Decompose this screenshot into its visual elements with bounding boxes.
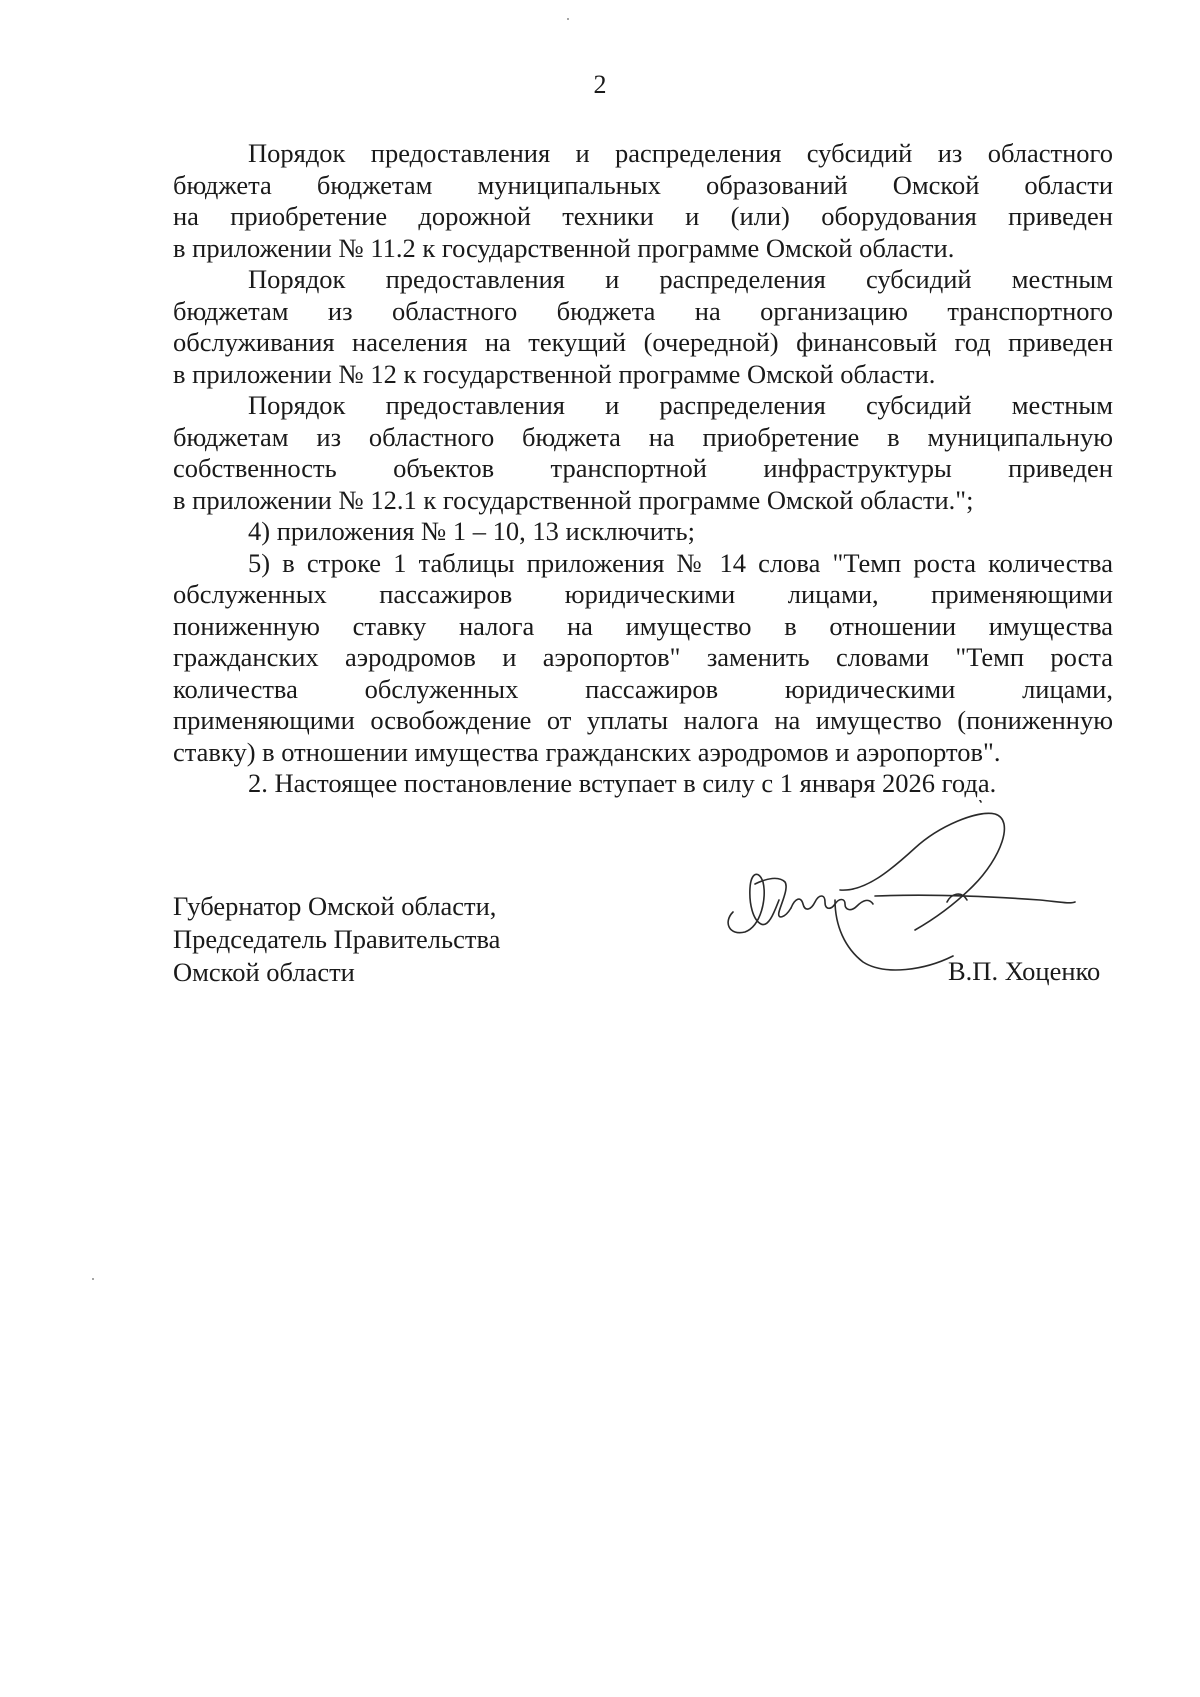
page-number: 2 bbox=[593, 70, 607, 99]
paragraph-3-line-1: Порядок предоставления и распределения субсидий местным bbox=[248, 390, 1113, 420]
signatory-title-line-3: Омской области bbox=[173, 957, 355, 987]
signatory-title bbox=[173, 890, 713, 989]
paragraph-5-line-4: гражданских аэродромов и аэропортов" заменить словами "Темп роста bbox=[173, 642, 1113, 672]
paragraph-4-line-1: 4) приложения № 1 – 10, 13 исключить; bbox=[248, 516, 695, 546]
paragraph-3-line-4: в приложении № 12.1 к государственной программе Омской области."; bbox=[173, 484, 974, 515]
paragraph-6-line-1: 2. Настоящее постановление вступает в силу с 1 января 2026 года. bbox=[248, 768, 997, 798]
paragraph-1-line-4: в приложении № 11.2 к государственной программе Омской области. bbox=[173, 232, 955, 263]
paragraph-1-line-3: на приобретение дорожной техники и (или) оборудования приведен bbox=[173, 201, 1113, 231]
paragraph-2-line-3: обслуживания населения на текущий (очередной) финансовый год приведен bbox=[173, 327, 1113, 357]
paragraph-5-line-3: пониженную ставку налога на имущество в отношении имущества bbox=[173, 610, 1113, 641]
paragraph-1-line-1: Порядок предоставления и распределения субсидий из областного bbox=[248, 138, 1113, 168]
scan-speck bbox=[567, 18, 569, 20]
paragraph-3-line-3: собственность объектов транспортной инфраструктуры приведен bbox=[173, 453, 1113, 483]
paragraph-5-line-6: применяющими освобождение от уплаты налога на имущество (пониженную bbox=[173, 705, 1113, 735]
handwritten-signature bbox=[715, 800, 1095, 1030]
paragraph-5-line-5: количества обслуженных пассажиров юридическими лицами, bbox=[173, 673, 1113, 704]
paragraph-1-line-2: бюджета бюджетам муниципальных образований Омской области bbox=[173, 169, 1113, 200]
scan-speck bbox=[92, 1278, 94, 1280]
paragraph-2-line-2: бюджетам из областного бюджета на организацию транспортного bbox=[173, 295, 1113, 326]
signatory-name: В.П. Хоценко bbox=[948, 956, 1101, 986]
signatory-title-line-1: Губернатор Омской области, bbox=[173, 891, 497, 921]
document-body bbox=[173, 138, 1113, 800]
paragraph-5-line-7: ставку) в отношении имущества гражданских аэродромов и аэропортов". bbox=[173, 736, 1001, 767]
paragraph-2-line-4: в приложении № 12 к государственной программе Омской области. bbox=[173, 358, 936, 389]
paragraph-5-line-2: обслуженных пассажиров юридическими лицами, применяющими bbox=[173, 579, 1113, 609]
signatory-title-line-2: Председатель Правительства bbox=[173, 924, 501, 954]
paragraph-3-line-2: бюджетам из областного бюджета на приобретение в муниципальную bbox=[173, 421, 1113, 452]
paragraph-2-line-1: Порядок предоставления и распределения субсидий местным bbox=[248, 264, 1113, 294]
paragraph-5-line-1: 5) в строке 1 таблицы приложения № 14 слова "Темп роста количества bbox=[248, 547, 1113, 578]
